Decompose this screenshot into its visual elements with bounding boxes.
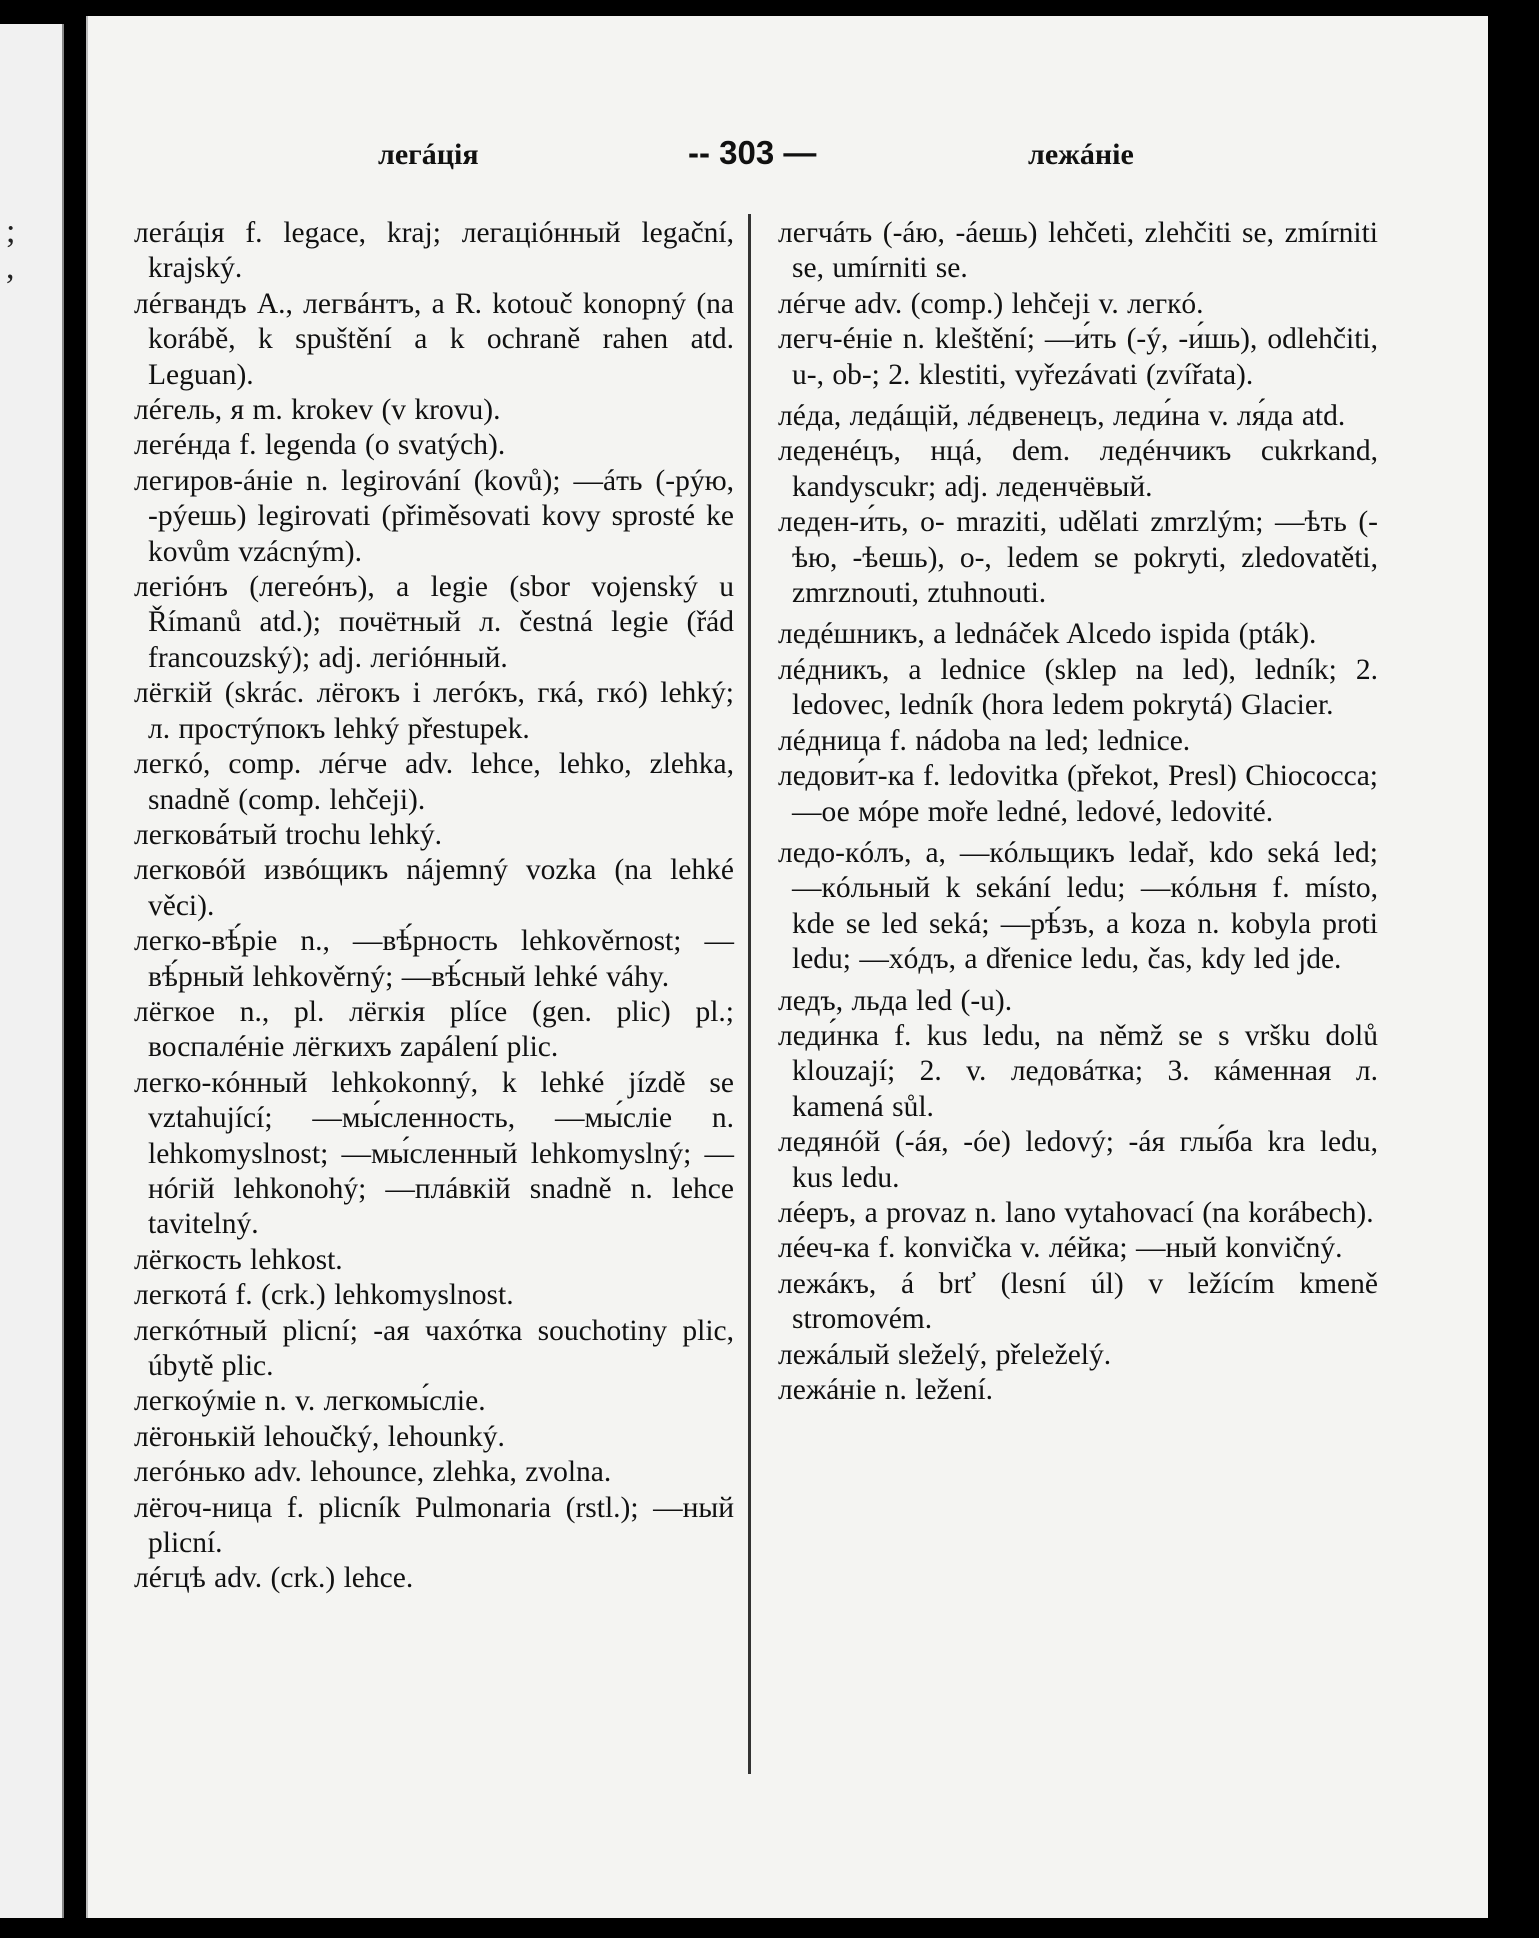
previous-page-edge [0,24,64,1918]
dictionary-entry: лёгонькій lehoučký, lehounký. [134,1420,505,1453]
dictionary-entry: лéда, ледáщій, лéдвенецъ, леди́на v. ля́да atd. [778,400,1346,433]
prev-mark: ; [6,213,16,250]
dictionary-page [86,16,1488,1918]
dictionary-entry: ледянóй (-áя, -óе) ledový; -áя глы́ба kra ledu, kus ledu. [778,1126,1378,1194]
dictionary-entry: леден-и́ть, о- mraziti, udělati zmrzlým; —ѣть (-ѣю, -ѣешь), о-, ledem se pokryti, zledovatěti, zmrznouti, ztuhnouti. [778,506,1378,610]
dictionary-entry: лéеръ, a provaz n. lano vytahovací (na korábech). [778,1196,1374,1229]
column-divider [748,214,751,1774]
dictionary-entry: лéгче adv. (comp.) lehčeji v. легкó. [778,287,1204,320]
dictionary-entry: легкóтный plicní; -ая чахóтка souchotiny plic, úbytě plic. [134,1314,734,1382]
dictionary-entry: ледéшникъ, a lednáček Alcedo ispida (pták). [778,618,1317,651]
dictionary-entry: легко-кóнный lehkokonný, k lehké jízdě se vztahující; —мы́сленность, —мы́сліе n. lehkomyslnost; —мы́сленный lehkomyslný; —нóгій lehkonohý; —плáвкій snadně n. lehce tavitelný. [134,1066,734,1241]
header-first-word: легáція [378,138,479,171]
dictionary-entry: лéгвандъ A., легвáнтъ, a R. kotouč konopný (na korábě, k spuštění a k ochraně rahen atd. Leguan). [134,287,734,391]
dictionary-entry: легковóй извóщикъ nájemný vozka (na lehké věci). [134,854,734,922]
running-header [88,134,1488,184]
dictionary-entry: лéдникъ, a lednice (sklep na led), ledník; 2. ledovec, ledník (hora ledem pokrytá) Glacier. [778,653,1378,722]
dictionary-entry: легчáть (-áю, -áешь) lehčeti, zlehčiti se, zmírniti se, umírniti se. [778,217,1378,285]
header-last-word: лежáніе [1028,138,1134,171]
dictionary-entry: лéгцѣ adv. (crk.) lehce. [134,1562,414,1595]
dictionary-entry: легко-вѣ́ріе n., —вѣ́рность lehkověrnost; —вѣ́рный lehkověrný; —вѣ́сный lehké váhy. [134,925,734,993]
dictionary-entry: ледъ, льда led (-u). [778,984,1013,1017]
dictionary-entry: легкоýміе n. v. легкомы́сліе. [134,1385,486,1418]
dictionary-entry: легкó, comp. лéгче adv. lehce, lehko, zlehka, snadně (comp. lehčeji). [134,748,734,816]
dictionary-entry: лежáніе n. ležení. [778,1374,994,1406]
dictionary-entry: лéдница f. nádoba na led; lednice. [778,724,1191,757]
dictionary-entry: ледови́т-ка f. ledovitka (překot, Presl) Chiococca; —ое мóре moře ledné, ledové, ledovité. [778,760,1378,828]
dictionary-entry: лéгель, я m. krokev (v krovu). [134,394,501,427]
dictionary-entry: леденéцъ, нцá, dem. ледéнчикъ cukrkand, kandyscukr; adj. леденчёвый. [778,435,1378,503]
dictionary-entry: легáція f. legace, kraj; легаціóнный legační, krajský. [134,217,734,285]
right-column [778,216,1378,1408]
dictionary-entry: легковáтый trochu lehký. [134,818,443,851]
dictionary-entry: лежáкъ, á brť (lesní úl) v ležícím kmeně stromovém. [778,1267,1378,1336]
dictionary-entry: легкотá f. (crk.) lehkomyslnost. [134,1279,514,1312]
dictionary-entry: ледо-кóлъ, a, —кóльщикъ ledař, kdo seká led; —кóльный k sekání ledu; —кóльня f. místo, kde se led seká; —рѣ́зъ, a koza n. kobyla proti ledu; —хóдъ, a dřenice ledu, čas, kdy led jde. [778,836,1378,976]
dictionary-entry: легóнько adv. lehounce, zlehka, zvolna. [134,1456,612,1489]
dictionary-entry: легéнда f. legenda (o svatých). [134,429,506,462]
dictionary-entry: лёгкость lehkost. [134,1243,343,1276]
dictionary-entry: леди́нка f. kus ledu, na němž se s vršku dolů klouzají; 2. v. ледовáтка; 3. кáменная л. kamená sůl. [778,1019,1378,1123]
prev-mark: , [6,249,15,286]
dictionary-entry: лежáлый sleželý, přeleželý. [778,1338,1112,1371]
dictionary-entry: лёгоч-ница f. plicník Pulmonaria (rstl.); —ный plicní. [134,1491,734,1560]
left-column [134,216,734,1597]
dictionary-entry: лёгкое n., pl. лёгкія plíce (gen. plic) pl.; воспалéніе лёгкихъ zapálení plic. [134,995,734,1064]
previous-page-marks [6,214,46,286]
dictionary-entry: легіóнъ (легеóнъ), a legie (sbor vojenský u Římanů atd.); почётный л. čestná legie (řád francouzský); adj. легіóнный. [134,571,734,674]
page-number: -- 303 — [688,134,817,171]
dictionary-entry: лёгкій (skrác. лёгокъ i легóкъ, гкá, гкó) lehký; л. простýпокъ lehký přestupek. [134,677,734,745]
dictionary-entry: легиров-áніе n. legirování (kovů); —áть (-рýю, -рýешь) legirovati (přiměsovati kovy sprosté ke kovům vzácným). [134,464,734,568]
dictionary-entry: легч-éніе n. kleštění; —и́ть (-ý, -и́шь), odlehčiti, u-, ob-; 2. klestiti, vyřezávati (zvířata). [778,323,1378,391]
dictionary-entry: лéеч-ка f. konvička v. лéйка; —ный konvičný. [778,1232,1343,1265]
